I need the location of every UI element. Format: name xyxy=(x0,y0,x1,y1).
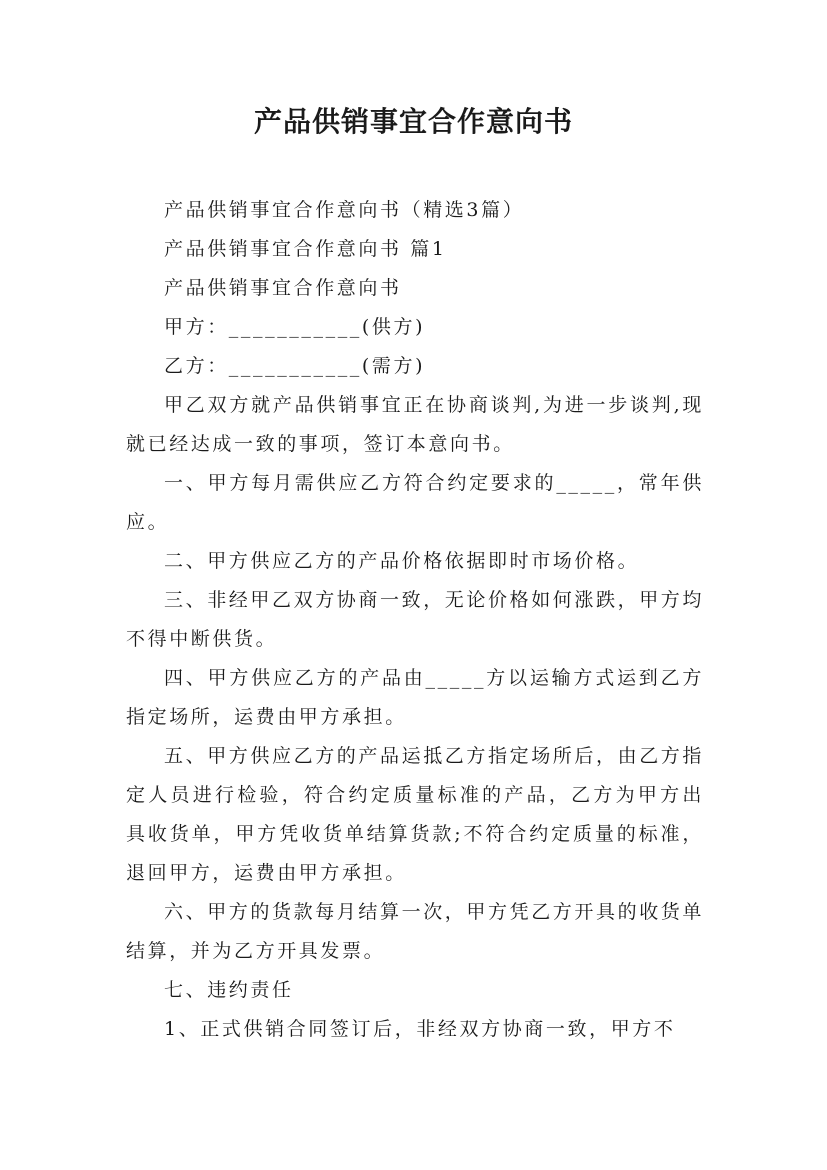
paragraph-clause-3: 三、非经甲乙双方协商一致，无论价格如何涨跌，甲方均不得中断供货。 xyxy=(126,589,705,650)
paragraph-clause-1: 一、甲方每月需供应乙方符合约定要求的_____，常年供应。 xyxy=(126,472,704,533)
paragraph-clause-2: 二、甲方供应乙方的产品价格依据即时市场价格。 xyxy=(164,550,640,572)
paragraph-intro: 甲乙双方就产品供销事宜正在协商谈判,为进一步谈判,现就已经达成一致的事项，签订本意向书。 xyxy=(126,394,704,455)
paragraph-clause-5: 五、甲方供应乙方的产品运抵乙方指定场所后，由乙方指定人员进行检验，符合约定质量标准的产品，乙方为甲方出具收货单，甲方凭收货单结算货款;不符合约定质量的标准，退回甲方，运费由甲方承担。 xyxy=(126,745,705,884)
paragraph-subtitle: 产品供销事宜合作意向书（精选3篇） xyxy=(164,199,525,221)
paragraph-clause-7-1: 1、正式供销合同签订后，非经双方协商一致，甲方不 xyxy=(164,1018,676,1040)
document-body xyxy=(126,191,704,1049)
paragraph-clause-6: 六、甲方的货款每月结算一次，甲方凭乙方开具的收货单结算，并为乙方开具发票。 xyxy=(126,901,705,962)
document-title: 产品供销事宜合作意向书 xyxy=(253,105,573,138)
paragraph-party-a: 甲方：___________(供方) xyxy=(164,316,426,338)
paragraph-doc-name: 产品供销事宜合作意向书 xyxy=(164,277,402,299)
paragraph-clause-7-heading: 七、违约责任 xyxy=(164,979,294,1001)
paragraph-party-b: 乙方：___________(需方) xyxy=(164,355,426,377)
paragraph-section-heading: 产品供销事宜合作意向书 篇1 xyxy=(164,238,447,260)
paragraph-clause-4: 四、甲方供应乙方的产品由_____方以运输方式运到乙方指定场所，运费由甲方承担。 xyxy=(126,667,704,728)
